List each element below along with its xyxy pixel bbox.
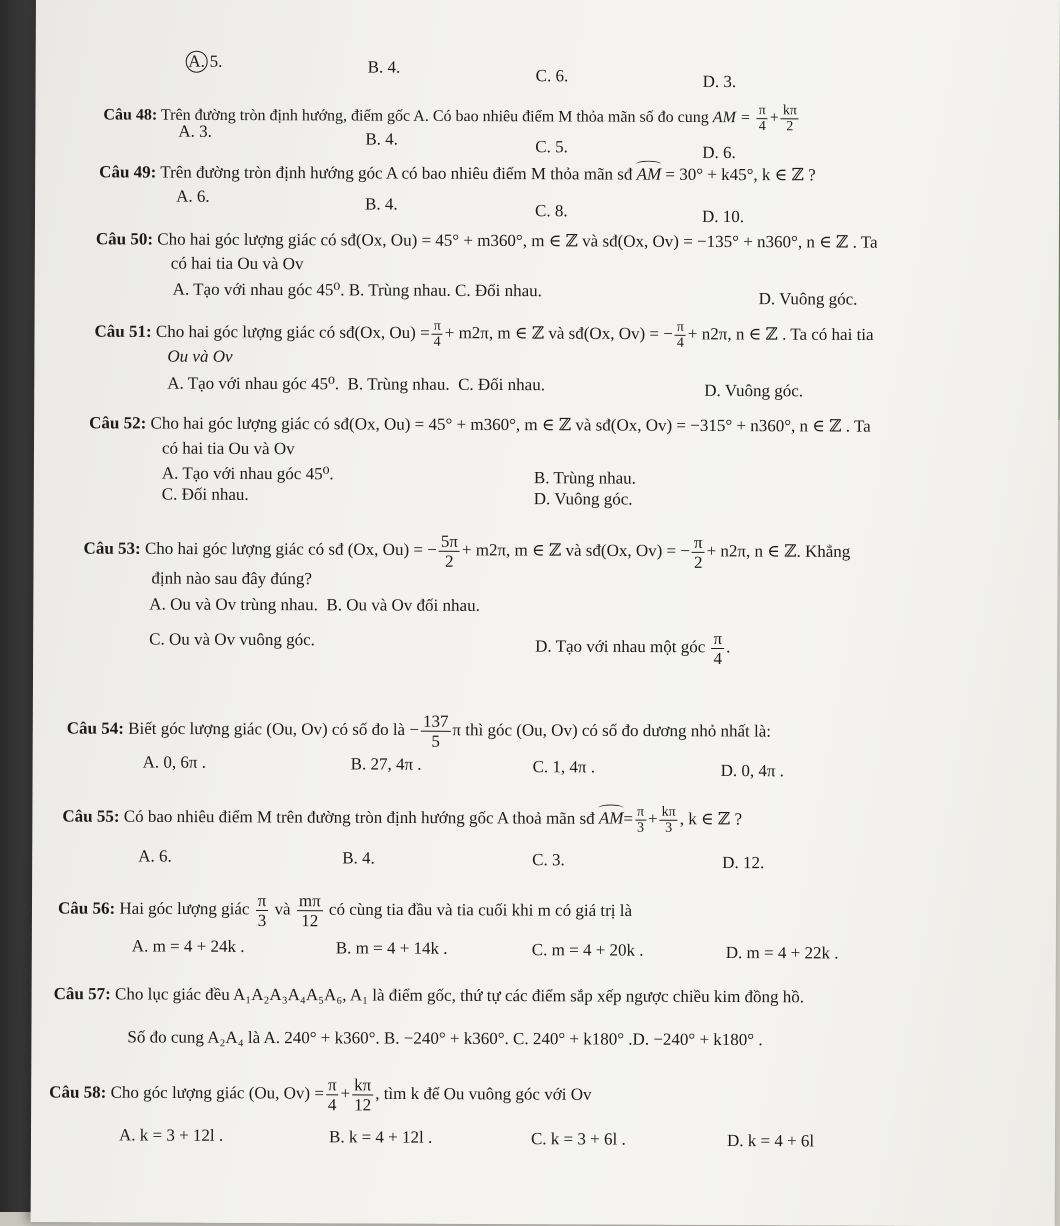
q53-stem-line2: định nào sau đây đúng? <box>151 568 313 589</box>
q55-option-a: A. 6. <box>138 846 172 866</box>
q54-option-c: C. 1, 4π . <box>532 757 596 777</box>
q48-option-a: A. 3. <box>178 121 212 141</box>
q53-option-a: A. Ou và Ov trùng nhau. B. Ou và Ov đối nhau. <box>149 594 480 615</box>
q49-stem: Câu 49: Trên đường tròn định hướng góc A có bao nhiêu điểm M thỏa mãn sđ AM = 30° + k45°, k ∈ ℤ ? <box>99 162 816 185</box>
q58-option-d: D. k = 4 + 6l <box>726 1131 815 1151</box>
q48-option-b: B. 4. <box>365 129 398 149</box>
arc-notation: AM <box>636 164 662 184</box>
worksheet-page <box>31 0 1060 1226</box>
q53-option-c: C. Ou và Ov vuông góc. <box>149 629 315 650</box>
q55-option-d: D. 12. <box>722 853 765 873</box>
q51-option-d: D. Vuông góc. <box>704 380 804 401</box>
q52-option-a: A. Tạo với nhau góc 45⁰. <box>161 463 334 484</box>
q53-stem: Câu 53: Cho hai góc lượng giác có sđ (Ox, Ou) = − $\frac{5\pi}{2}$ + m2π, m ∈ ℤ và sđ(Ox, Ov) = − $\frac{\pi}{2}$ + n2π, n ∈ ℤ. Khẳng <box>83 531 851 572</box>
q48-option-d: D. 6. <box>702 142 736 163</box>
q58-stem: Câu 58: Cho góc lượng giác (Ou, Ov) = $\frac{\pi}{4}$ + $\frac{k\pi}{12}$ , tìm k để Ou vuông góc với Ov <box>49 1075 592 1115</box>
q57-stem: Câu 57: Cho lục giác đều A₁A₂A₃A₄A₅A₆, A₁ là điểm gốc, thứ tự các điểm sắp xếp ngược chiều kim đồng hồ. <box>53 984 805 1007</box>
q50-option-a: A. Tạo với nhau góc 45⁰. B. Trùng nhau. C. Đối nhau. <box>172 279 542 301</box>
q47-option-d: D. 3. <box>702 71 737 92</box>
q52-stem: Câu 52: Cho hai góc lượng giác có sđ(Ox, Ou) = 45° + m360°, m ∈ ℤ và sđ(Ox, Ov) = −315° + n360°, n ∈ ℤ . Ta <box>89 413 871 436</box>
q51-stem-line2: Ou và Ov <box>167 346 233 366</box>
q48-stem: Câu 48: Trên đường tròn định hướng, điểm gốc A. Có bao nhiêu điểm M thỏa mãn số đo cung AM = $\frac{\pi}{4}$ + $\frac{k\pi}{2}$ <box>103 103 797 135</box>
q49-option-a: A. 6. <box>176 186 210 206</box>
q57-stem-line2: Số đo cung A₂A₄ là A. 240° + k360°. B. −240° + k360°. C. 240° + k180° .D. −240° + k180° . <box>127 1027 763 1050</box>
q56-option-c: C. m = 4 + 20k . <box>531 940 644 960</box>
q47-option-a: A. 5. <box>186 51 223 73</box>
answer-circle-mark: A. <box>186 51 208 73</box>
q55-stem: Câu 55: Có bao nhiêu điểm M trên đường tròn định hướng gốc A thoả mãn sđ AM= $\frac{\pi}{3}$ + $\frac{k\pi}{3}$ , k ∈ ℤ ? <box>62 804 743 836</box>
q56-option-b: B. m = 4 + 14k . <box>335 938 448 958</box>
q47-option-c: C. 6. <box>535 66 569 86</box>
q50-stem: Câu 50: Cho hai góc lượng giác có sđ(Ox, Ou) = 45° + m360°, m ∈ ℤ và sđ(Ox, Ov) = −135° + n360°, n ∈ ℤ . Ta <box>95 229 878 252</box>
q53-option-d: D. Tạo với nhau một góc $\frac{\pi}{4}$ . <box>535 628 731 668</box>
q58-option-b: B. k = 4 + 12l . <box>328 1127 433 1147</box>
q58-option-c: C. k = 3 + 6l . <box>530 1129 626 1149</box>
q52-option-d: D. Vuông góc. <box>533 489 633 509</box>
q54-option-d: D. 0, 4π . <box>720 760 785 781</box>
q52-stem-line2: có hai tia Ou và Ov <box>161 438 295 459</box>
q49-option-b: B. 4. <box>365 194 398 214</box>
q56-stem: Câu 56: Hai góc lượng giác $\frac{\pi}{3}$ và $\frac{m\pi}{12}$ có cùng tia đầu và tia cuối khi m có giá trị là <box>57 890 633 931</box>
q47-option-b: B. 4. <box>367 57 401 77</box>
q54-stem: Câu 54: Biết góc lượng giác (Ou, Ov) có số đo là − $\frac{137}{5}$ π thì góc (Ou, Ov) có số đo dương nhỏ nhất là: <box>66 711 772 751</box>
q55-option-b: B. 4. <box>342 848 375 868</box>
q54-option-a: A. 0, 6π . <box>142 752 207 772</box>
q52-option-b: B. Trùng nhau. <box>533 468 636 488</box>
q51-stem: Câu 51: Cho hai góc lượng giác có sđ(Ox, Ou) = $\frac{\pi}{4}$ + m2π, m ∈ ℤ và sđ(Ox, Ov) = − $\frac{\pi}{4}$ + n2π, n ∈ ℤ . Ta có hai tia <box>94 318 874 351</box>
q49-option-d: D. 10. <box>701 206 745 227</box>
q54-option-b: B. 27, 4π . <box>350 754 422 774</box>
q49-option-c: C. 8. <box>535 201 568 221</box>
q50-option-d: D. Vuông góc. <box>758 289 858 309</box>
q51-option-a: A. Tạo với nhau góc 45⁰. B. Trùng nhau. C. Đối nhau. <box>167 373 546 395</box>
q50-stem-line2: có hai tia Ou và Ov <box>170 253 304 274</box>
q48-option-c: C. 5. <box>535 137 568 157</box>
q56-option-a: A. m = 4 + 24k . <box>131 936 245 956</box>
q52-option-c: C. Đối nhau. <box>161 484 249 504</box>
q58-option-a: A. k = 3 + 12l . <box>118 1125 224 1145</box>
q56-option-d: D. m = 4 + 22k . <box>725 943 839 963</box>
q55-option-c: C. 3. <box>532 850 565 870</box>
arc-notation: AM <box>598 808 624 828</box>
